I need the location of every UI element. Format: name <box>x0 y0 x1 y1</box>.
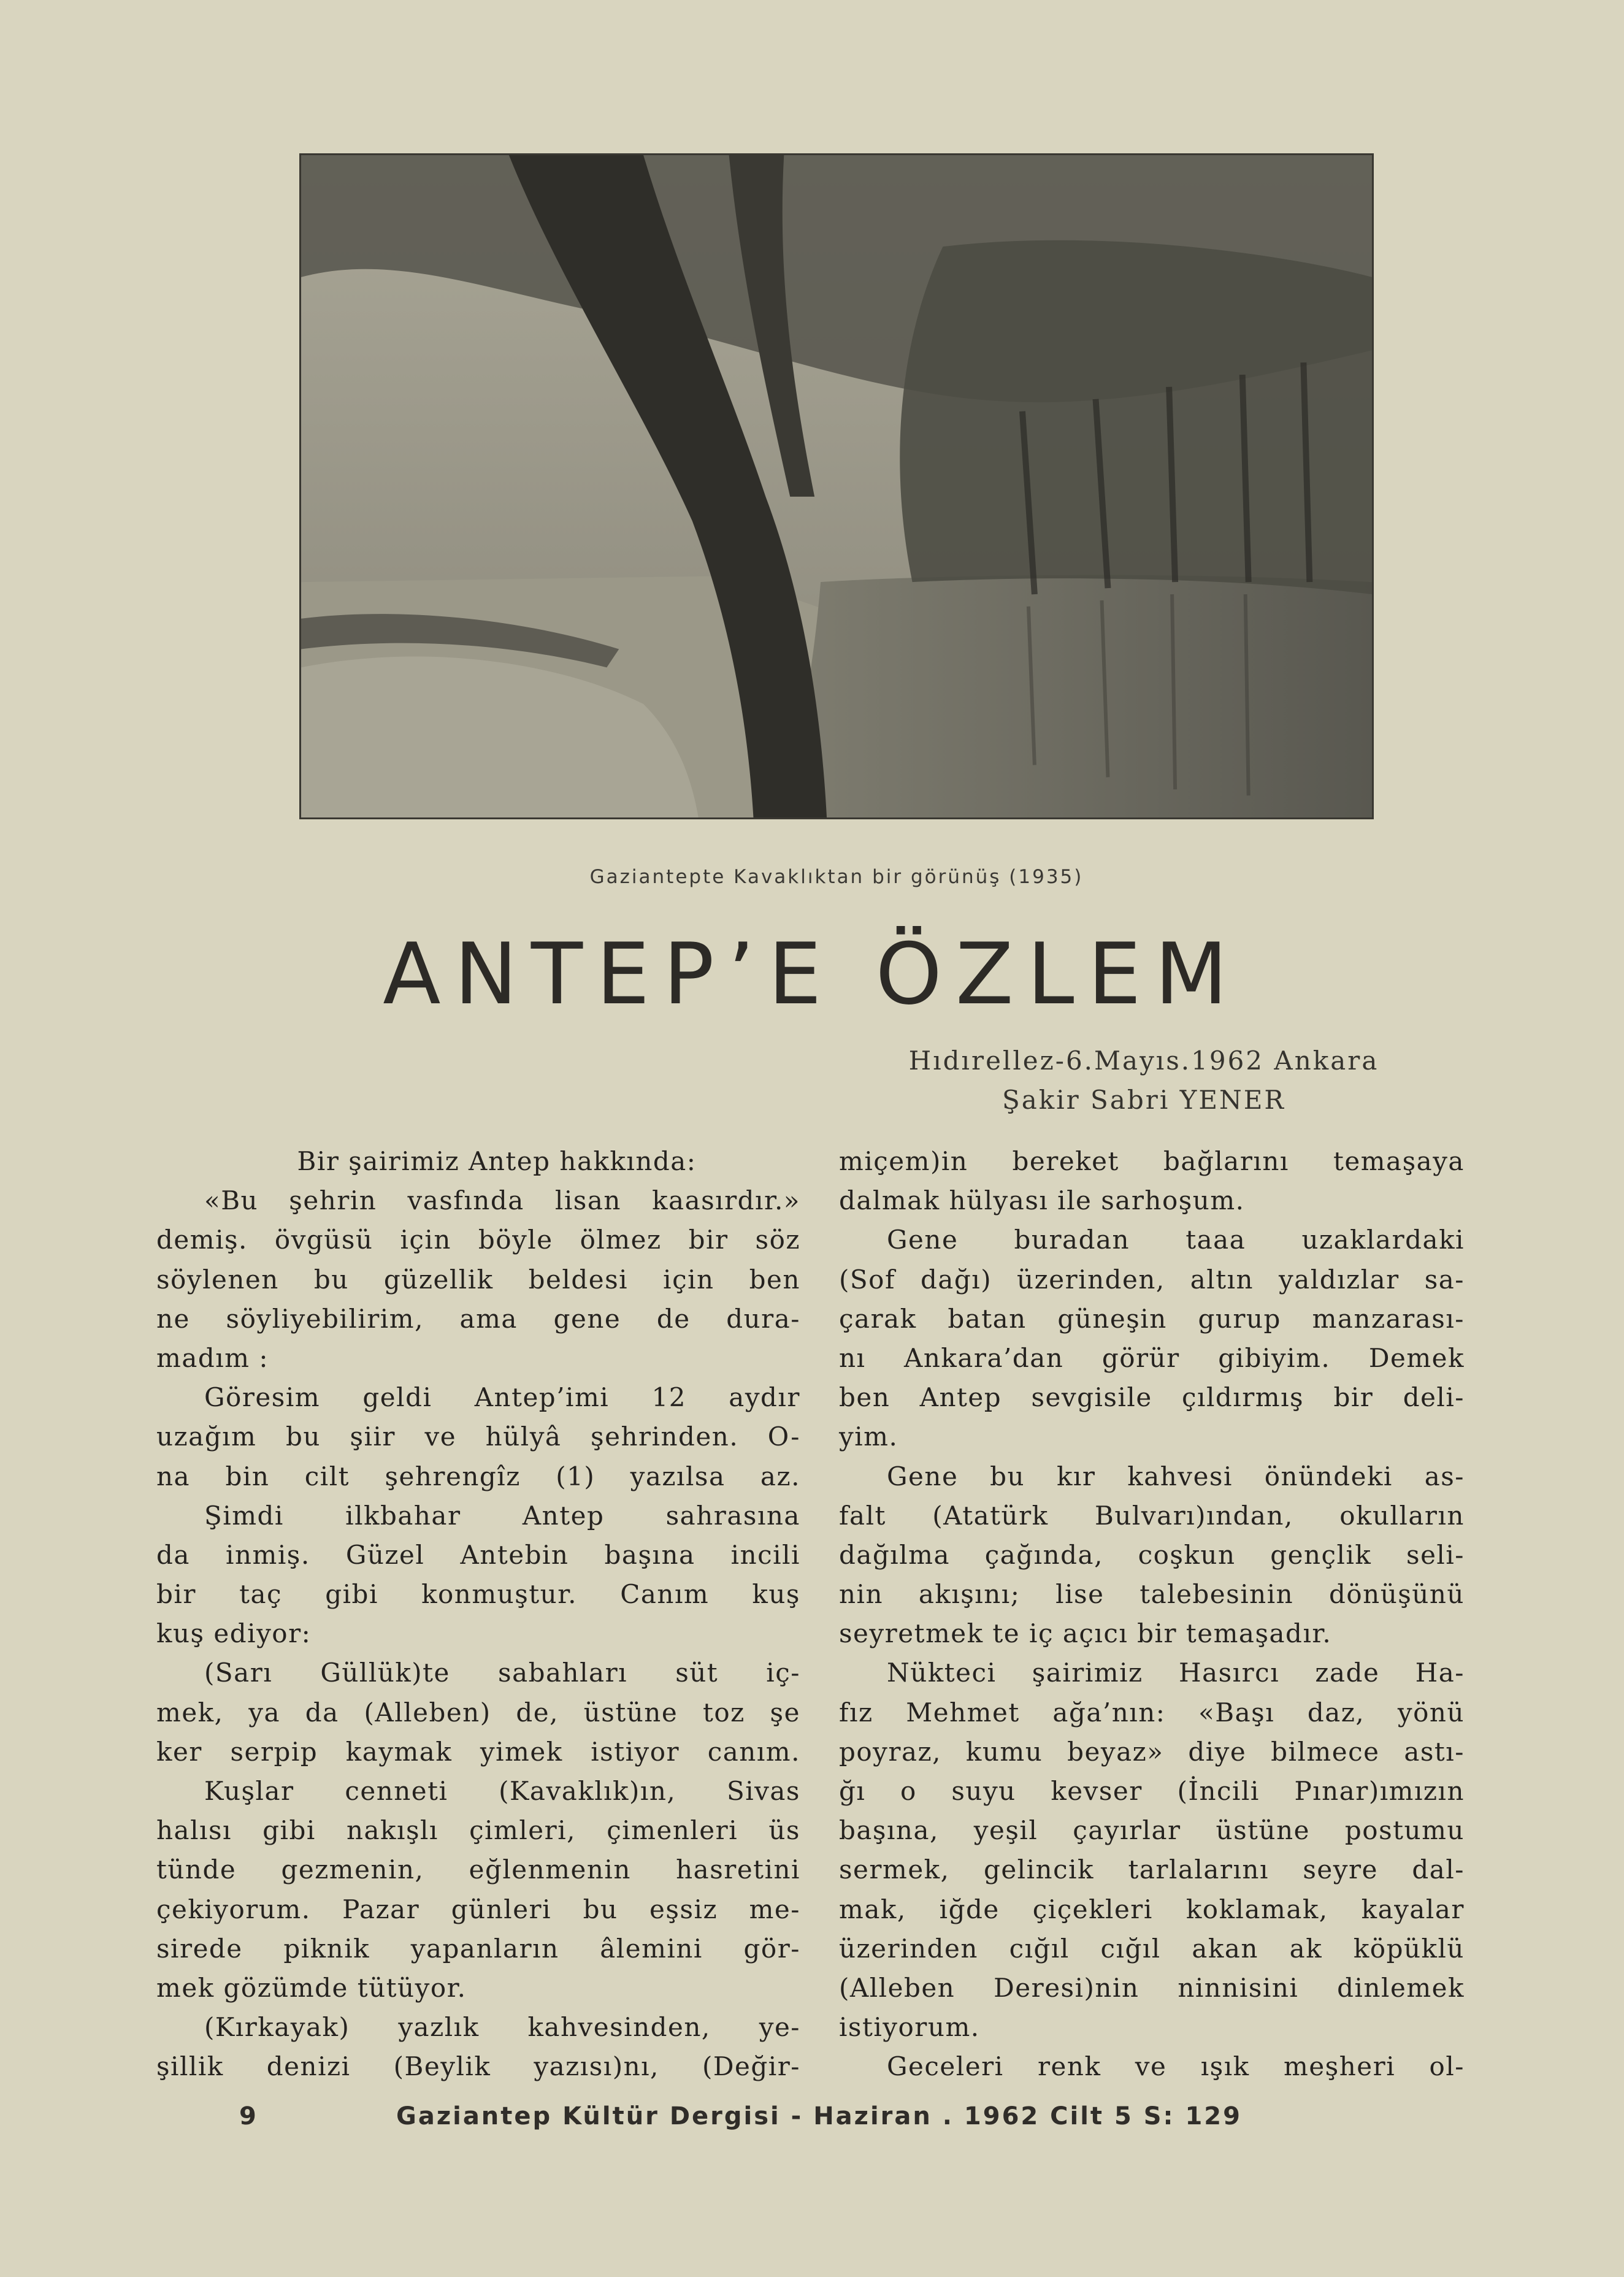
photo-caption: Gaziantepte Kavaklıktan bir görünüş (1935) <box>589 866 1084 888</box>
text-line: Gene bu kır kahvesi önündeki as- <box>887 1461 1465 1491</box>
text-line: şillik denizi (Beylik yazısı)nı, (Değir- <box>156 2051 800 2082</box>
text-line: Kuşlar cenneti (Kavaklık)ın, Sivas <box>204 1776 800 1806</box>
text-line: başına, yeşil çayırlar üstüne postumu <box>839 1815 1465 1846</box>
text-line: madım : <box>156 1342 269 1373</box>
text-line: ne söyliyebilirim, ama gene de dura- <box>156 1303 800 1334</box>
text-line: bir taç gibi konmuştur. Canım kuş <box>156 1579 800 1610</box>
left-column <box>156 1142 800 2087</box>
article-title: ANTEP’E ÖZLEM <box>383 925 1241 1024</box>
text-line: mek, ya da (Alleben) de, üstüne toz şe <box>156 1697 800 1728</box>
text-line: üzerinden cığıl cığıl akan ak köpüklü <box>839 1933 1465 1964</box>
text-line: Gene buradan taaa uzaklardaki <box>887 1225 1465 1255</box>
journal-info: Gaziantep Kültür Dergisi - Haziran . 1962 Cilt 5 S: 129 <box>396 2102 1242 2130</box>
text-line: mek gözümde tütüyor. <box>156 1972 467 2003</box>
text-line: istiyorum. <box>839 2012 980 2043</box>
text-line: falt (Atatürk Bulvarı)ından, okulların <box>839 1500 1465 1531</box>
text-line: seyretmek te iç açıcı bir temaşadır. <box>839 1618 1332 1649</box>
text-line: (Alleben Deresi)nin ninnisini dinlemek <box>839 1972 1465 2003</box>
page-number: 9 <box>239 2102 258 2130</box>
text-line: çarak batan güneşin gurup manzarası- <box>839 1303 1465 1334</box>
text-line: nı Ankara’dan görür gibiyim. Demek <box>839 1342 1465 1373</box>
landscape-photo <box>299 153 1374 819</box>
text-line: uzağım bu şiir ve hülyâ şehrinden. O- <box>156 1422 800 1452</box>
text-line: dağılma çağında, coşkun gençlik seli- <box>839 1539 1465 1570</box>
text-line: demiş. övgüsü için böyle ölmez bir söz <box>156 1225 800 1255</box>
text-line: Nükteci şairimiz Hasırcı zade Ha- <box>887 1658 1465 1688</box>
trees-river-illustration <box>301 155 1372 817</box>
text-line: çekiyorum. Pazar günleri bu eşsiz me- <box>156 1894 800 1924</box>
text-line: kuş ediyor: <box>156 1618 312 1649</box>
text-line: ker serpip kaymak yimek istiyor canım. <box>156 1736 800 1767</box>
text-line: söylenen bu güzellik beldesi için ben <box>156 1264 800 1295</box>
text-line: da inmiş. Güzel Antebin başına incili <box>156 1539 800 1570</box>
text-line: Geceleri renk ve ışık meşheri ol- <box>887 2051 1465 2082</box>
text-line: Bir şairimiz Antep hakkında: <box>297 1146 697 1176</box>
text-line: mak, iğde çiçekleri koklamak, kayalar <box>839 1894 1465 1924</box>
text-line: poyraz, kumu beyaz» diye bilmece astı- <box>839 1736 1465 1767</box>
text-line: (Sof dağı) üzerinden, altın yaldızlar sa- <box>839 1264 1465 1295</box>
text-line: Göresim geldi Antep’imi 12 aydır <box>204 1382 800 1413</box>
date-place: Hıdırellez-6.Mayıs.1962 Ankara <box>908 1046 1379 1076</box>
text-line: fız Mehmet ağa’nın: «Başı daz, yönü <box>839 1697 1465 1728</box>
text-line: (Kırkayak) yazlık kahvesinden, ye- <box>204 2012 800 2043</box>
text-line: sermek, gelincik tarlalarını seyre dal- <box>839 1854 1465 1885</box>
right-column <box>839 1142 1465 2087</box>
text-line: halısı gibi nakışlı çimleri, çimenleri üs <box>156 1815 800 1846</box>
text-line: yim. <box>839 1422 898 1452</box>
text-line: «Bu şehrin vasfında lisan kaasırdır.» <box>204 1185 800 1216</box>
text-line: tünde gezmenin, eğlenmenin hasretini <box>156 1854 800 1885</box>
text-line: ğı o suyu kevser (İncili Pınar)ımızın <box>839 1776 1465 1806</box>
text-line: sirede piknik yapanların âlemini gör- <box>156 1933 800 1964</box>
text-line: (Sarı Güllük)te sabahları süt iç- <box>204 1658 800 1688</box>
text-line: dalmak hülyası ile sarhoşum. <box>839 1185 1245 1216</box>
text-line: miçem)in bereket bağlarını temaşaya <box>839 1146 1465 1176</box>
page-footer <box>0 2102 1624 2139</box>
article-dateline <box>840 1041 1447 1120</box>
text-line: na bin cilt şehrengîz (1) yazılsa az. <box>156 1461 800 1491</box>
text-line: ben Antep sevgisile çıldırmış bir deli- <box>839 1382 1465 1413</box>
text-line: Şimdi ilkbahar Antep sahrasına <box>204 1500 800 1531</box>
text-line: nin akışını; lise talebesinin dönüşünü <box>839 1579 1465 1610</box>
author-name: Şakir Sabri YENER <box>1002 1085 1286 1115</box>
